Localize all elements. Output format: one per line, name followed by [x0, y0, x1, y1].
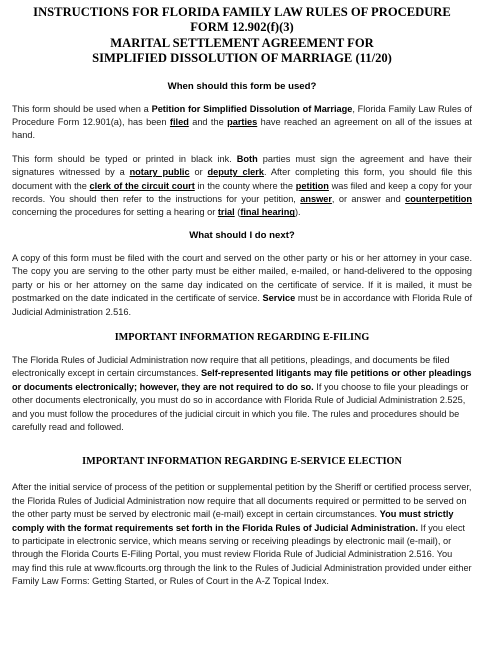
title-line-3: MARITAL SETTLEMENT AGREEMENT FOR — [110, 35, 374, 50]
document-title — [12, 5, 472, 67]
bold-format-requirements: You must strictly comply with the format requirements set forth in the Florida Rules of Judicial Administration. — [12, 509, 454, 533]
glossary-link-clerk-of-circuit-court[interactable]: clerk of the circuit court — [89, 180, 195, 191]
paragraph-e-filing — [12, 354, 472, 434]
bold-e-filing-notice: Self-represented litigants may file petitions or other pleadings or documents electronically; however, they are not required to do so. — [12, 368, 472, 392]
text-run: This form should be typed or printed in black ink. — [12, 153, 237, 164]
text-run: was filed and keep a copy for your records. You should then refer to the instructions for your petition, — [12, 180, 473, 205]
text-run: , Florida Family Law Rules of Procedure Form 12.901(a), has been — [12, 103, 472, 128]
text-run: . After completing this form, you should file this document with the — [12, 167, 472, 191]
text-run: If you choose to file your pleadings or other documents electronically, you must do so in accordance with Florida Rule of Judicial Administration 2.525, and you must follow the procedures of the judicial circuit in which you file. The rules and procedures should be carefully read and followed. — [12, 381, 469, 432]
glossary-link-notary-public[interactable]: notary public — [129, 167, 190, 178]
text-run: in the county where the — [194, 180, 296, 191]
glossary-link-filed[interactable]: filed — [169, 117, 189, 128]
text-run: , or answer and — [331, 194, 406, 205]
bold-term-both: Both — [236, 153, 258, 164]
glossary-link-parties[interactable]: parties — [227, 117, 258, 128]
title-line-1: INSTRUCTIONS FOR FLORIDA FAMILY LAW RULES OF PROCEDURE — [33, 5, 451, 19]
text-run: ). — [294, 207, 301, 218]
section-heading-e-filing: IMPORTANT INFORMATION REGARDING E-FILING — [114, 331, 370, 343]
paragraph-form-completion — [12, 153, 472, 220]
text-run: concerning the procedures for setting a hearing or — [12, 207, 218, 218]
section-heading-what-next: What should I do next? — [189, 229, 295, 241]
glossary-link-answer[interactable]: answer — [300, 194, 332, 205]
paragraph-service — [12, 252, 472, 319]
section-heading-e-service: IMPORTANT INFORMATION REGARDING E-SERVICE ELECTION — [82, 456, 402, 468]
text-run: must be in accordance with Florida Rule of Judicial Administration 2.516. — [12, 293, 472, 317]
paragraph-form-usage — [12, 103, 472, 143]
text-run: A copy of this form must be filed with the court and served on the other party or his or her attorney in your case. The copy you are serving to the other party must be either mailed, e-mailed, or hand-delivered to the opposing party or his or her attorney on the same day indicated on the certificate of service. If it is mailed, it must be postmarked on the date indicated in the certificate of service. — [12, 252, 472, 304]
bold-term-petition: Petition for Simplified Dissolution of Marriage — [151, 103, 353, 114]
text-run: have reached an agreement on all of the issues at hand. — [12, 117, 472, 141]
glossary-link-deputy-clerk[interactable]: deputy clerk — [207, 167, 264, 178]
text-run: parties must sign the agreement and have their signatures witnessed by a — [12, 153, 472, 178]
text-run: and the — [188, 117, 228, 128]
paragraph-e-service — [12, 481, 472, 588]
bold-term-service: Service — [262, 293, 296, 304]
glossary-link-trial[interactable]: trial — [217, 207, 235, 218]
glossary-link-counterpetition[interactable]: counterpetition — [405, 194, 472, 205]
text-run: ( — [234, 207, 241, 218]
text-run: The Florida Rules of Judicial Administration now require that all petitions, pleadings, and documents be filed electronically except in certain circumstances. — [12, 354, 450, 379]
glossary-link-petition[interactable]: petition — [295, 180, 329, 191]
section-heading-when-to-use: When should this form be used? — [167, 80, 317, 92]
text-run: If you elect to participate in electronic service, which means serving or receiving pleadings by electronic mail (e-mail), or through the Florida Courts E-Filing Portal, you must review Florida Rule of Judicial Administration 2.516. You may find this rule at www.flcourts.org through the link to the Rules of Judicial Administration provided under either Family Law Forms: Getting Started, or Rules of Court in the A-Z Topical Index. — [12, 522, 472, 587]
text-run: After the initial service of process of the petition or supplemental petition by the Sheriff or certified process server, the Florida Rules of Judicial Administration now require that all documents required or permitted to be served on the other party must be served by electronic mail (e-mail) except in certain circumstances. — [12, 482, 472, 520]
glossary-link-final-hearing[interactable]: final hearing — [240, 207, 295, 218]
text-run: This form should be used when a — [12, 103, 152, 114]
title-line-4: SIMPLIFIED DISSOLUTION OF MARRIAGE (11/20) — [92, 51, 392, 66]
title-line-2: FORM 12.902(f)(3) — [190, 20, 294, 35]
text-run: or — [189, 167, 208, 178]
